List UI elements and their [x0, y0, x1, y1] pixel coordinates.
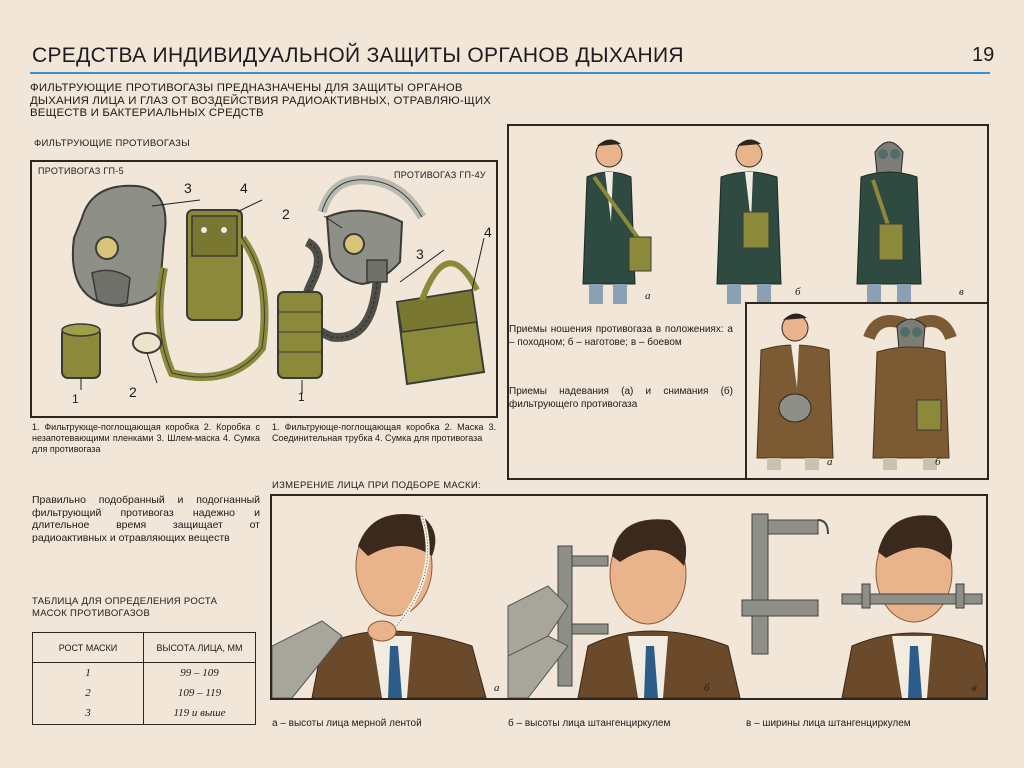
height-cell: 109 – 119	[144, 683, 256, 703]
measurement-frame	[270, 494, 988, 700]
size-table-title: ТАБЛИЦА ДЛЯ ОПРЕДЕЛЕНИЯ РОСТА МАСОК ПРОТИВОГАЗОВ	[32, 596, 218, 619]
measurement-caption-c: в – ширины лица штангенциркулем	[746, 718, 911, 729]
table-row	[33, 663, 256, 683]
gp4u-callout-1: 1	[298, 390, 305, 404]
donning-letter-b: б	[935, 456, 941, 468]
measurement-heading: ИЗМЕРЕНИЕ ЛИЦА ПРИ ПОДБОРЕ МАСКИ:	[272, 480, 481, 491]
wearing-caption: Приемы ношения противогаза в положениях: а – походном; б – наготове; в – боевом	[509, 324, 733, 348]
wearing-letter-a: а	[645, 290, 651, 302]
measurement-caption-b: б – высоты лица штангенциркулем	[508, 718, 671, 729]
measurement-letter-c: в	[972, 682, 977, 694]
gp5-callout-1: 1	[72, 392, 79, 406]
gp4u-callout-2: 2	[282, 206, 290, 222]
wearing-letter-c: в	[959, 286, 964, 298]
measurement-letter-a: а	[494, 682, 500, 694]
measurement-caption-a: а – высоты лица мерной лентой	[272, 718, 422, 729]
table-row	[33, 703, 256, 725]
gp4u-label: ПРОТИВОГАЗ ГП-4У	[394, 170, 486, 180]
donning-letter-a: а	[827, 456, 833, 468]
size-cell: 1	[33, 663, 144, 683]
size-table	[32, 632, 256, 725]
size-table-header-height: ВЫСОТА ЛИЦА, ММ	[144, 633, 256, 663]
wearing-positions-illustration	[569, 132, 979, 310]
gp5-callout-4: 4	[240, 180, 248, 196]
donning-frame	[745, 302, 987, 478]
wearing-letter-b: б	[795, 286, 801, 298]
intro-text: ФИЛЬТРУЮЩИЕ ПРОТИВОГАЗЫ ПРЕДНАЗНАЧЕНЫ ДЛЯ ЗАЩИТЫ ОРГАНОВ ДЫХАНИЯ ЛИЦА И ГЛАЗ ОТ ВОЗДЕЙСТВИЯ РАДИОАКТИВНЫХ, ОТРАВЛЯЮ-ЩИХ ВЕЩЕСТВ И БАКТЕРИАЛЬНЫХ СРЕДСТВ	[30, 82, 492, 119]
gp5-callout-2: 2	[129, 384, 137, 400]
page-title: СРЕДСТВА ИНДИВИДУАЛЬНОЙ ЗАЩИТЫ ОРГАНОВ ДЫХАНИЯ	[32, 44, 684, 67]
gp5-callout-3: 3	[184, 180, 192, 196]
protection-note: Правильно подобранный и подогнанный фильтрующий противогаз надежно и длительное время защищает от радиоактивных и отравляющих веществ	[32, 494, 260, 544]
measurement-illustration	[272, 496, 986, 698]
size-table-header-size: РОСТ МАСКИ	[33, 633, 144, 663]
gp5-caption: 1. Фильтрующе-поглощающая коробка 2. Коробка с незапотевающими пленками 3. Шлем-маска 4. Сумка для противогаза	[32, 422, 260, 454]
wearing-frame	[507, 124, 989, 480]
header-rule	[30, 72, 990, 74]
height-cell: 119 и выше	[144, 703, 256, 725]
gp5-illustration	[52, 178, 292, 398]
measurement-letter-b: б	[704, 682, 710, 694]
gas-mask-frame	[30, 160, 498, 418]
table-row	[33, 683, 256, 703]
gp4u-illustration	[272, 172, 492, 402]
gp4u-caption: 1. Фильтрующе-поглощающая коробка 2. Маска 3. Соединительная трубка 4. Сумка для противогаза	[272, 422, 496, 443]
gp5-label: ПРОТИВОГАЗ ГП-5	[38, 166, 124, 176]
donning-illustration	[751, 308, 981, 472]
filter-section-heading: ФИЛЬТРУЮЩИЕ ПРОТИВОГАЗЫ	[34, 138, 191, 149]
size-cell: 2	[33, 683, 144, 703]
size-cell: 3	[33, 703, 144, 725]
donning-caption: Приемы надевания (а) и снимания (б) фильтрующего противогаза	[509, 386, 733, 410]
page-number: 19	[972, 44, 995, 66]
height-cell: 99 – 109	[144, 663, 256, 683]
gp4u-callout-4: 4	[484, 224, 492, 240]
gp4u-callout-3: 3	[416, 246, 424, 262]
